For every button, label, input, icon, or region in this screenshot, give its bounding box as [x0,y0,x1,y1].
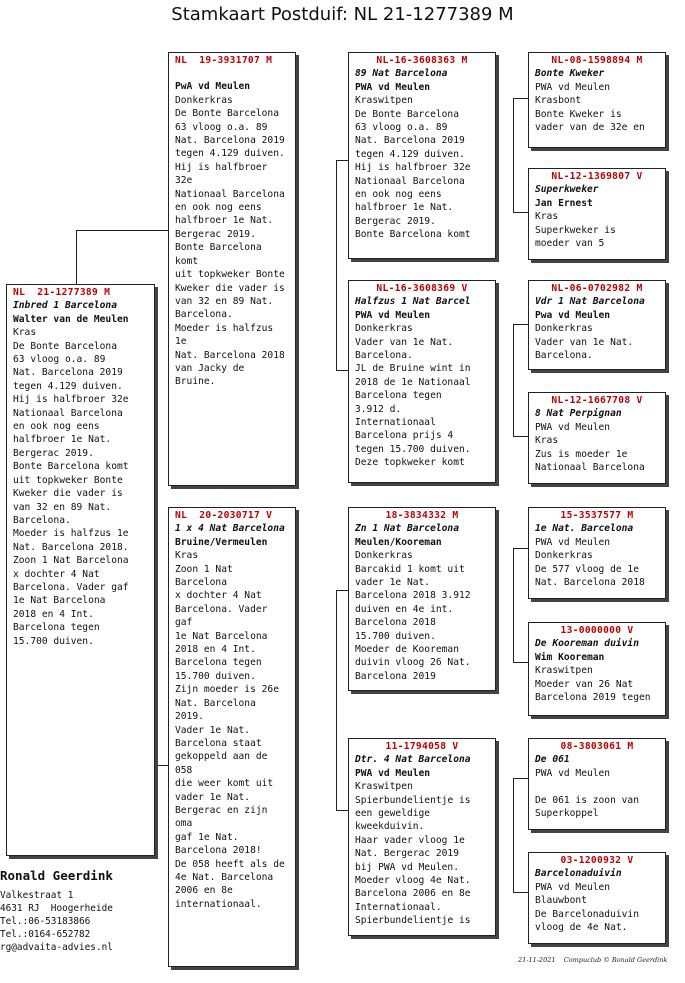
pigeon-description: PWA vd Meulen Donkerkras De 577 vloog de 1e Nat. Barcelona 2018 [535,536,645,589]
connector-line [513,98,514,212]
connector-line [513,892,528,893]
footer-credit: 21-11-2021 Compuclub © Ronald Geerdink [518,956,668,964]
ring-number: 11-1794058 V [385,741,459,752]
connector-line [513,778,528,779]
ring-number: NL-16-3608363 M [376,55,468,66]
connector-line [513,324,514,436]
pigeon-name: Inbred 1 Barcelona [13,300,117,312]
ring-number: 15-3537577 M [560,510,634,521]
pigeon-name: Bonte Kweker [535,68,605,80]
breeder-name: Bruine/Vermeulen [175,536,268,548]
pigeon-name [175,67,289,80]
grandmother-maternal-card[interactable] [348,738,496,936]
pigeon-description: Donkerkras De Bonte Barcelona 63 vloog o.a. 89 Nat. Barcelona 2019 tegen 4.129 duiven. Hij is halfbroer 32e Nationaal Barcelona en ook nog eens halfbroer 1e Nat. Bergerac 2019. Bonte Barcelona komt uit topkweker Bonte Kweker die vader is van 32 en 89 Nat. Barcelona. Moeder is halfzus 1e Nat. Barcelona 2018 van Jacky de Bruine. [175,94,285,388]
pigeon-name: Superkweker [535,184,599,196]
connector-line [336,590,337,810]
connector-line [513,436,528,437]
breeder-name: Pwa vd Meulen [535,309,611,321]
connector-line [513,548,528,549]
great-grandparent-card[interactable] [528,852,666,944]
connector-line [76,230,77,284]
pigeon-name: Dtr. 4 Nat Barcelona [355,754,471,766]
pigeon-description: PWA vd Meulen De 061 is zoon van Superkoppel [535,767,639,820]
pigeon-description: Donkerkras Vader van 1e Nat. Barcelona. JL de Bruine wint in 2018 de 1e Nationaal Barcelona tegen 3.912 d. Internationaal Barcelona prijs 4 tegen 15.700 duiven. Deze topkweker komt [355,323,471,469]
owner-email: rg@advaita-advies.nl [0,942,113,953]
connector-line [513,324,528,325]
pigeon-description: PWA vd Meulen Blauwbont De Barcelonaduivin vloog de 4e Nat. [535,881,639,934]
breeder-name: PwA vd Meulen [175,81,251,93]
pigeon-description: Donkerkras Barcakid 1 komt uit vader 1e Nat. Barcelona 2018 3.912 duiven en 4e int. Barcelona 2018 15.700 duiven. Moeder de Kooreman duivin vloog 26 Nat. Barcelona 2019 [355,550,471,682]
pigeon-name: 8 Nat Perpignan [535,408,622,420]
owner-name: Ronald Geerdink [0,868,113,883]
pigeon-description: Kraswitpen De Bonte Barcelona 63 vloog o.a. 89 Nat. Barcelona 2019 tegen 4.129 duiven. Hij is halfbroer 32e Nationaal Barcelona en ook nog eens halfbroer 1e Nat. Bergerac 2019. Bonte Barcelona komt [355,95,471,241]
owner-city: 4631 RJ Hoogerheide [0,903,113,914]
connector-line [336,590,348,591]
pigeon-name: De 061 [535,754,570,766]
great-grandparent-card[interactable] [528,507,666,599]
pigeon-description: Kras De Bonte Barcelona 63 vloog o.a. 89 Nat. Barcelona 2019 tegen 4.129 duiven. Hij is halfbroer 32e Nationaal Barcelona en ook nog eens halfbroer 1e Nat. Bergerac 2019. Bonte Barcelona komt uit topkweker Bonte Kweker die vader is van 32 en 89 Nat. Barcelona. Moeder is halfzus 1e Nat. Barcelona 2018. Zoon 1 Nat Barcelona x dochter 4 Nat Barcelona. Vader gaf 1e Nat Barcelona 2018 en 4 Int. Barcelona tegen 15.700 duiven. [13,327,129,647]
ring-number: NL 19-3931707 M [175,55,273,66]
connector-line [336,160,337,370]
pigeon-card[interactable] [6,284,155,856]
owner-phone: Tel.:0164-652782 [0,929,91,940]
breeder-name: PWA vd Meulen [355,309,431,321]
connector-line [336,810,348,811]
ring-number: NL-06-0702982 M [551,283,643,294]
pigeon-name: 1e Nat. Barcelona [535,523,634,535]
pigeon-description: Kras Superkweker is moeder van 5 [535,211,616,250]
pigeon-description: Kras Zoon 1 Nat Barcelona x dochter 4 Nat Barcelona. Vader gaf 1e Nat Barcelona 2018 en 4 Int. Barcelona tegen 15.700 duiven. Zijn moeder is 26e Nat. Barcelona 2019. Vader 1e Nat. Barcelona staat gekoppeld aan de 058 die weer komt uit vader 1e Nat. Bergerac en zijn oma gaf 1e Nat. Barcelona 2018! De 058 heeft als de 4e Nat. Barcelona 2006 en 8e internationaal. [175,550,285,910]
ring-number: NL-16-3608369 V [376,283,468,294]
great-grandparent-card[interactable] [528,738,666,830]
connector-line [336,160,348,161]
great-grandparent-card[interactable] [528,392,666,484]
connector-line [336,370,348,371]
owner-block [0,868,170,954]
breeder-name: Wim Kooreman [535,651,605,663]
ring-number: 03-1200932 V [560,855,634,866]
breeder-name: Jan Ernest [535,197,593,209]
connector-line [513,212,528,213]
owner-street: Valkestraat 1 [0,890,74,901]
breeder-name: PWA vd Meulen [355,81,431,93]
connector-line [76,230,168,231]
ring-number: NL-12-1369807 V [551,171,643,182]
ring-number: NL-12-1667708 V [551,395,643,406]
grandmother-paternal-card[interactable] [348,280,496,483]
great-grandparent-card[interactable] [528,280,666,370]
pigeon-description: PWA vd Meulen Kras Zus is moeder 1e Nationaal Barcelona [535,421,645,474]
pigeon-description: PWA vd Meulen Krasbont Bonte Kweker is vader van de 32e en [535,81,645,134]
grandfather-paternal-card[interactable] [348,52,496,259]
pigeon-name: 1 x 4 Nat Barcelona [175,523,285,535]
ring-number: NL-08-1598894 M [551,55,643,66]
ring-number: 13-0000000 V [560,625,634,636]
connector-line [513,662,528,663]
page-title: Stamkaart Postduif: NL 21-1277389 M [171,4,514,25]
owner-phone: Tel.:06-53183866 [0,916,91,927]
pigeon-description: Kraswitpen Spierbundelientje is een geweldige kweekduivin. Haar vader vloog 1e Nat. Bergerac 2019 bij PWA vd Meulen. Moeder vloog 4e Nat. Barcelona 2006 en 8e Internationaal. Spierbundelientje is [355,781,471,927]
ring-number: 18-3834332 M [385,510,459,521]
breeder-name: PWA vd Meulen [355,767,431,779]
father-card[interactable] [168,52,296,486]
ring-number: NL 21-1277389 M [13,287,111,298]
mother-card[interactable] [168,507,296,967]
pigeon-name: Vdr 1 Nat Barcelona [535,296,645,308]
ring-number: 08-3803061 M [560,741,634,752]
grandfather-maternal-card[interactable] [348,507,496,691]
breeder-name: Walter van de Meulen [13,313,129,325]
pigeon-description: Kraswitpen Moeder van 26 Nat Barcelona 2019 tegen [535,665,651,704]
great-grandparent-card[interactable] [528,168,666,260]
connector-line [513,548,514,662]
great-grandparent-card[interactable] [528,52,666,148]
pigeon-description: Donkerkras Vader van 1e Nat. Barcelona. [535,323,634,362]
pigeon-name: 89 Nat Barcelona [355,68,448,80]
great-grandparent-card[interactable] [528,622,666,716]
connector-line [513,778,514,892]
pigeon-name: Zn 1 Nat Barcelona [355,523,459,535]
pigeon-name: De Kooreman duivin [535,638,639,650]
ring-number: NL 20-2030717 V [175,510,273,521]
pigeon-name: Halfzus 1 Nat Barcel [355,296,471,308]
pigeon-name: Barcelonaduivin [535,868,622,880]
connector-line [513,98,528,99]
breeder-name: Meulen/Kooreman [355,536,442,548]
